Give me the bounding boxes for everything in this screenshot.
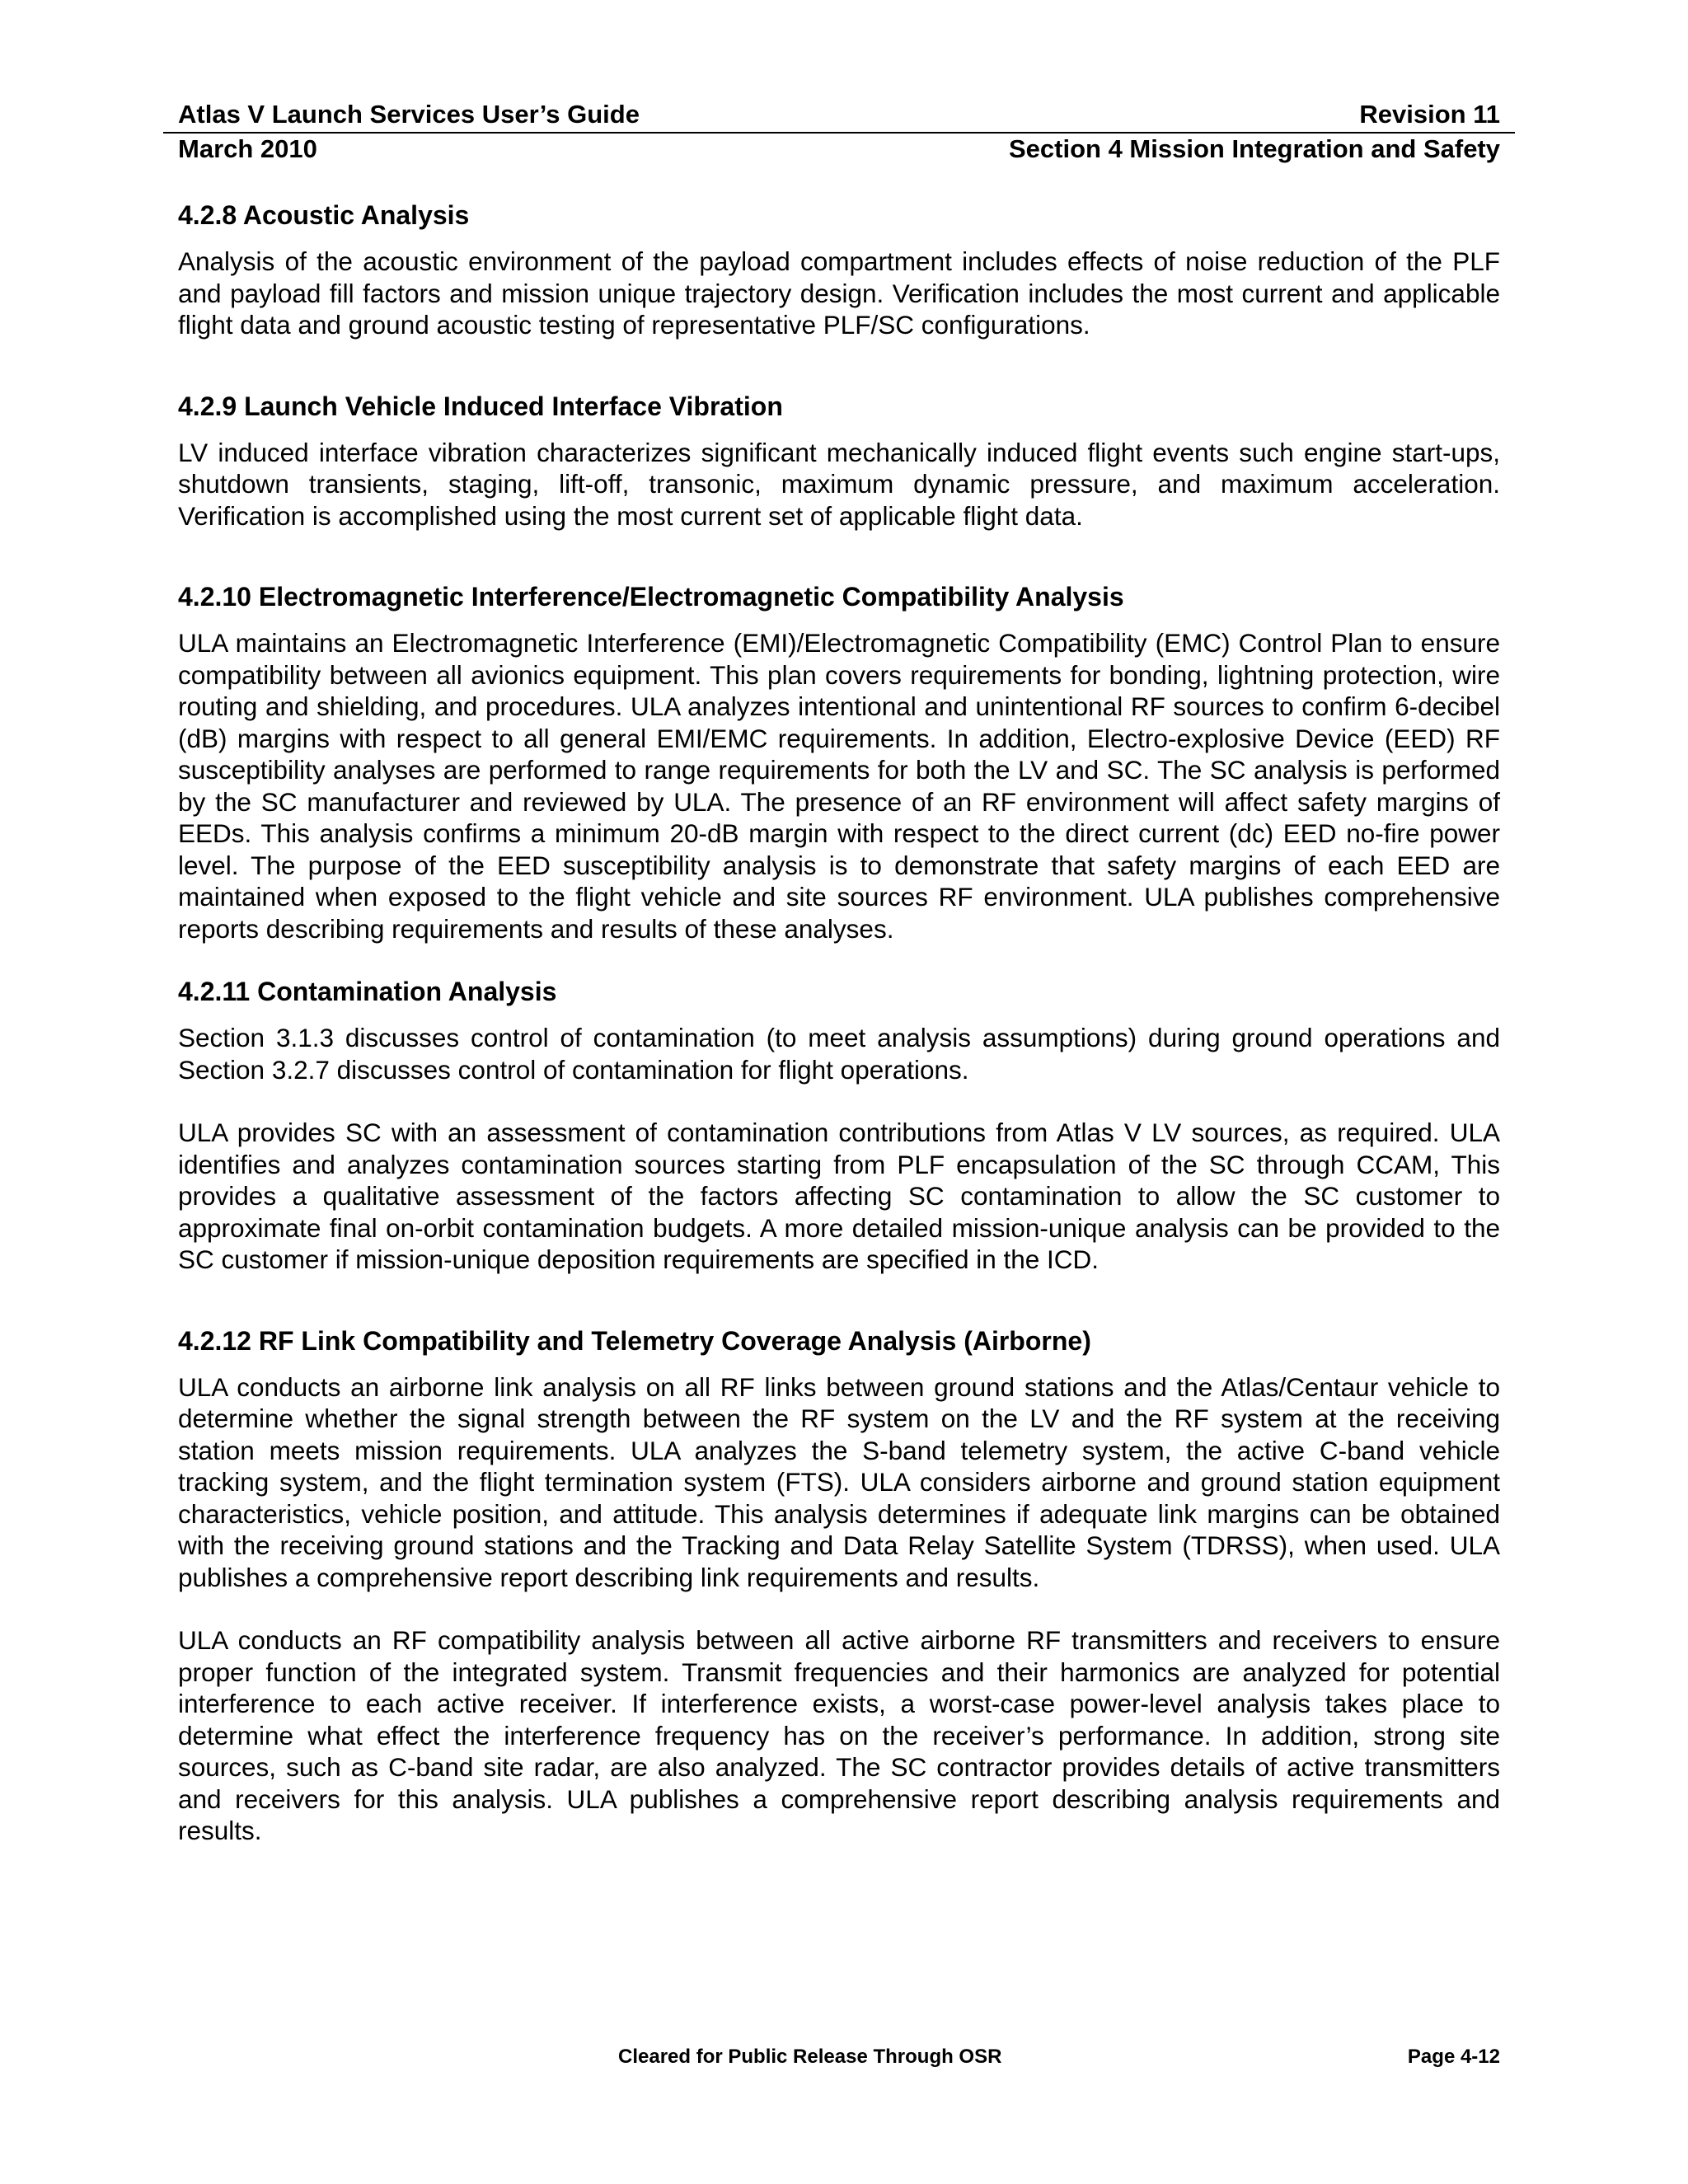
section-heading: 4.2.8 Acoustic Analysis: [178, 200, 470, 230]
document-title: Atlas V Launch Services User’s Guide: [178, 100, 640, 129]
revision-label: Revision 11: [1359, 100, 1500, 129]
section-4-2-12: [178, 1325, 1500, 1847]
header-bottom-row: [178, 134, 1500, 165]
section-4-2-11: [178, 976, 1500, 1276]
section-heading: 4.2.9 Launch Vehicle Induced Interface Vibration: [178, 391, 783, 421]
header-top-row: [178, 99, 1500, 130]
section-4-2-8: [178, 199, 1500, 341]
release-notice: Cleared for Public Release Through OSR: [618, 2046, 1002, 2068]
section-heading: 4.2.10 Electromagnetic Interference/Electromagnetic Compatibility Analysis: [178, 582, 1124, 612]
document-date: March 2010: [178, 134, 317, 163]
body-paragraph: ULA maintains an Electromagnetic Interference (EMI)/Electromagnetic Compatibility (EMC) Control Plan to ensure compatibility between all avionics equipment. This plan covers requirements for bonding, lightning protection, wire routing and shielding, and procedures. ULA analyzes intentional and unintentional RF sources to confirm 6-decibel (dB) margins with respect to all general EMI/EMC requirements. In addition, Electro-explosive Device (EED) RF susceptibility analyses are performed to range requirements for both the LV and SC. The SC analysis is performed by the SC manufacturer and reviewed by ULA. The presence of an RF environment will affect safety margins of EEDs. This analysis confirms a minimum 20-dB margin with respect to the direct current (dc) EED no-fire power level. The purpose of the EED susceptibility analysis is to demonstrate that safety margins of each EED are maintained when exposed to the flight vehicle and site sources RF environment. ULA publishes comprehensive reports describing requirements and results of these analyses.: [178, 628, 1500, 944]
body-paragraph: Analysis of the acoustic environment of the payload compartment includes effects of noise reduction of the PLF and payload fill factors and mission unique trajectory design. Verification includes the most current and applicable flight data and ground acoustic testing of representative PLF/SC configurations.: [178, 246, 1500, 340]
body-paragraph: ULA conducts an RF compatibility analysis between all active airborne RF transmitters and receivers to ensure proper function of the integrated system. Transmit frequencies and their harmonics are analyzed for potential interference to each active receiver. If interference exists, a worst-case power-level analysis takes place to determine what effect the interference frequency has on the receiver’s performance. In addition, strong site sources, such as C-band site radar, are also analyzed. The SC contractor provides details of active transmitters and receivers for this analysis. ULA publishes a comprehensive report describing analysis requirements and results.: [178, 1625, 1500, 1845]
section-title: Section 4 Mission Integration and Safety: [1009, 134, 1500, 163]
page-number: Page 4-12: [1407, 2046, 1500, 2068]
section-4-2-9: [178, 391, 1500, 532]
page-body: [178, 199, 1500, 1896]
body-paragraph: LV induced interface vibration characterizes significant mechanically induced flight events such engine start-ups, shutdown transients, staging, lift-off, transonic, maximum dynamic pressure, and maximum acceleration. Verification is accomplished using the most current set of applicable flight data.: [178, 437, 1500, 531]
section-heading: 4.2.11 Contamination Analysis: [178, 977, 557, 1006]
body-paragraph: Section 3.1.3 discusses control of contamination (to meet analysis assumptions) during ground operations and Section 3.2.7 discusses control of contamination for flight operations.: [178, 1023, 1500, 1085]
section-4-2-10: [178, 581, 1500, 944]
body-paragraph: ULA provides SC with an assessment of contamination contributions from Atlas V LV sources, as required. ULA identifies and analyzes contamination sources starting from PLF encapsulation of the SC through CCAM, This provides a qualitative assessment of the factors affecting SC contamination to allow the SC customer to approximate final on-orbit contamination budgets. A more detailed mission-unique analysis can be provided to the SC customer if mission-unique deposition requirements are specified in the ICD.: [178, 1118, 1500, 1274]
section-heading: 4.2.12 RF Link Compatibility and Telemetry Coverage Analysis (Airborne): [178, 1325, 1091, 1356]
body-paragraph: ULA conducts an airborne link analysis on all RF links between ground stations and the Atlas/Centaur vehicle to determine whether the signal strength between the RF system on the LV and the RF system at the receiving station meets mission requirements. ULA analyzes the S-band telemetry system, the active C-band vehicle tracking system, and the flight termination system (FTS). ULA considers airborne and ground station equipment characteristics, vehicle position, and attitude. This analysis determines if adequate link margins can be obtained with the receiving ground stations and the Tracking and Data Relay Satellite System (TDRSS), when used. ULA publishes a comprehensive report describing link requirements and results.: [178, 1371, 1500, 1592]
